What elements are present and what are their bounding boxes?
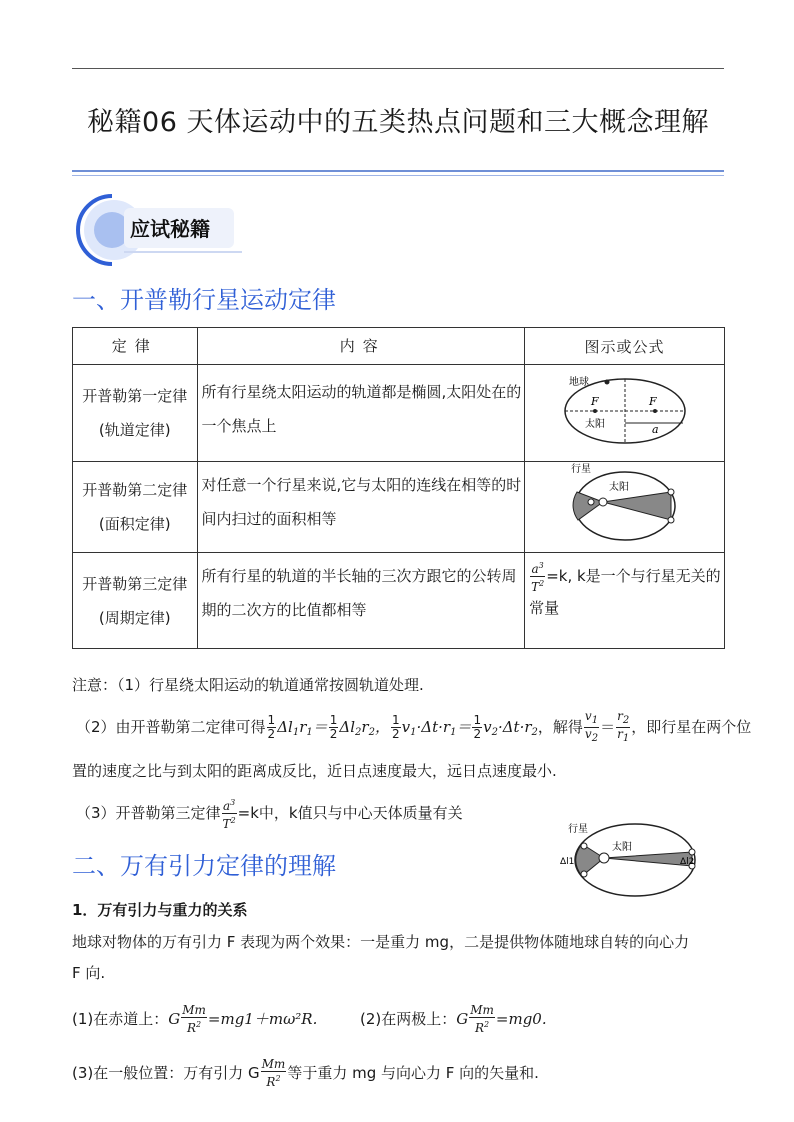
semi-axis-label: a [652, 423, 659, 436]
equation-poles: (2)在两极上：G $\frac{Mm}{R^2}$ =mg0. [360, 1003, 547, 1035]
gravity-fraction: $\frac{Mm}{R^2}$ [182, 1003, 206, 1035]
general-suffix: 等于重力 mg 与向心力 F 向的矢量和. [287, 1064, 539, 1082]
swept-area-near [573, 492, 603, 520]
planet-pos-2 [668, 517, 674, 523]
law-content: 对任意一个行星来说,它与太阳的连线在相等的时间内扫过的面积相等 [197, 462, 525, 553]
law-alias: (面积定律) [98, 515, 171, 533]
focus-2-label: F [649, 395, 657, 408]
table-header-row [73, 328, 725, 365]
planet-label: 地球 [569, 377, 590, 388]
note-3 [76, 796, 463, 831]
planet-pos-near [588, 499, 594, 505]
focus-2 [653, 409, 657, 413]
equation-equator: (1)在赤道上：G $\frac{Mm}{R^2}$ =mg1＋mω²R. [72, 1003, 318, 1035]
kepler-table [72, 327, 725, 649]
title-underline-1 [72, 170, 724, 172]
planet-dot [605, 380, 610, 385]
law-name-cell [73, 365, 198, 462]
page-title: 秘籍06 天体运动中的五类热点问题和三大概念理解 [87, 107, 709, 138]
area-law-side-diagram [560, 818, 710, 900]
law-content: 所有行星绕太阳运动的轨道都是椭圆,太阳处在的一个焦点上 [197, 365, 525, 462]
paragraph-gravity: 地球对物体的万有引力 F 表现为两个效果：一是重力 mg，二是提供物体随地球自转的向心力 [72, 933, 690, 951]
table-row [73, 553, 725, 649]
equation-general [72, 1058, 539, 1089]
note-2-continued: 置的速度之比与到太阳的距离成反比，近日点速度最大，远日点速度最小. [72, 762, 557, 780]
kepler3-fraction: $\frac{a^3}{T^2}$ [222, 798, 236, 831]
header-law: 定律 [73, 328, 198, 365]
poles-label: (2)在两极上： [360, 1010, 457, 1028]
area-diagram-cell [525, 462, 725, 553]
formula-cell [525, 553, 725, 649]
swept-area-far [603, 492, 671, 520]
note-3-prefix: （3）开普勒第三定律 [76, 804, 221, 822]
section2-heading: 二、万有引力定律的理解 [72, 852, 336, 880]
planet-pos-1 [668, 489, 674, 495]
area-law-diagram [525, 462, 720, 548]
law-name-cell [73, 462, 198, 553]
note-2: （2）由开普勒第二定律可得 $\frac{1}{2}$ $\Delta l_1r_1=$ $\frac{1}{2}$ $\Delta l_2r_2$， $\frac{1}{2}$ $v_1\cdot\Delta t\cdot r_1=$ $\frac{1}{2}$ $v_2\cdot\Delta t\cdot r_2$，解得 $\frac{v_1}{v_2}$ ＝ $\frac{r_2}{r_1}$ ，即行星在两个位 [76, 709, 752, 744]
planet-label: 行星 [568, 824, 588, 835]
planet-pos-3 [689, 849, 695, 855]
delta-l1-label: Δl1 [560, 857, 575, 867]
law-name-cell [73, 553, 198, 649]
law-name: 开普勒第二定律 [82, 481, 188, 499]
gravity-fraction: $\frac{Mm}{R^2}$ [261, 1057, 286, 1089]
velocity-ratio: $\frac{v_1}{v_2}$ [584, 709, 599, 744]
law-name: 开普勒第三定律 [82, 574, 188, 593]
sun-label: 太阳 [612, 842, 632, 853]
badge-label: 应试秘籍 [130, 217, 210, 241]
section1-heading: 一、开普勒行星运动定律 [72, 286, 336, 314]
planet-pos-1 [581, 843, 587, 849]
top-rule [72, 68, 724, 69]
note-2-middle: ，解得 [537, 718, 583, 736]
equator-label: (1)在赤道上： [72, 1010, 169, 1028]
sun-dot [599, 853, 609, 863]
subsection-1-heading: 1．万有引力与重力的关系 [72, 901, 248, 919]
title-underline-2 [72, 175, 724, 176]
kepler3-formula-tail: =k, k是一个与行星无关的常量 [529, 567, 721, 617]
paragraph-gravity-line2: F 向. [72, 964, 106, 982]
law-alias: (周期定律) [98, 608, 171, 627]
law-alias: (轨道定律) [98, 421, 171, 439]
general-prefix: (3)在一般位置：万有引力 G [72, 1064, 260, 1082]
half-fraction: $\frac{1}{2}$ [391, 713, 400, 741]
planet-pos-2 [581, 871, 587, 877]
equator-equation-tail: =mg1＋mω²R. [207, 1010, 318, 1028]
table-row [73, 462, 725, 553]
focus-1-label: F [591, 395, 599, 408]
planet-label: 行星 [571, 464, 592, 475]
note-3-suffix: =k中，k值只与中心天体质量有关 [237, 804, 463, 822]
note-1: 注意：（1）行星绕太阳运动的轨道通常按圆轨道处理. [72, 676, 424, 694]
radius-ratio: $\frac{r_2}{r_1}$ [617, 709, 630, 744]
table-row [73, 365, 725, 462]
sun-label: 太阳 [609, 482, 630, 493]
sun-label: 太阳 [585, 419, 606, 430]
note-2-prefix: （2）由开普勒第二定律可得 [76, 718, 266, 736]
gravity-fraction: $\frac{Mm}{R^2}$ [470, 1003, 494, 1035]
ellipse-diagram-cell [525, 365, 725, 462]
half-fraction: $\frac{1}{2}$ [267, 713, 276, 741]
header-content: 内容 [197, 328, 525, 365]
sun-dot [599, 498, 607, 506]
ellipse-orbit-diagram [525, 365, 720, 457]
note-2-suffix: ，即行星在两个位 [631, 718, 752, 736]
law-name: 开普勒第一定律 [82, 387, 188, 405]
focus-1 [593, 409, 597, 413]
delta-l2-label: Δl2 [680, 857, 695, 867]
half-fraction: $\frac{1}{2}$ [473, 713, 482, 741]
law-content: 所有行星的轨道的半长轴的三次方跟它的公转周期的二次方的比值都相等 [197, 553, 525, 649]
header-diagram: 图示或公式 [525, 328, 725, 365]
half-fraction: $\frac{1}{2}$ [329, 713, 338, 741]
poles-equation-tail: =mg0. [495, 1010, 547, 1028]
swept-area-far [604, 852, 695, 867]
kepler3-fraction: $\frac{a^3}{T^2}$ [531, 561, 545, 594]
